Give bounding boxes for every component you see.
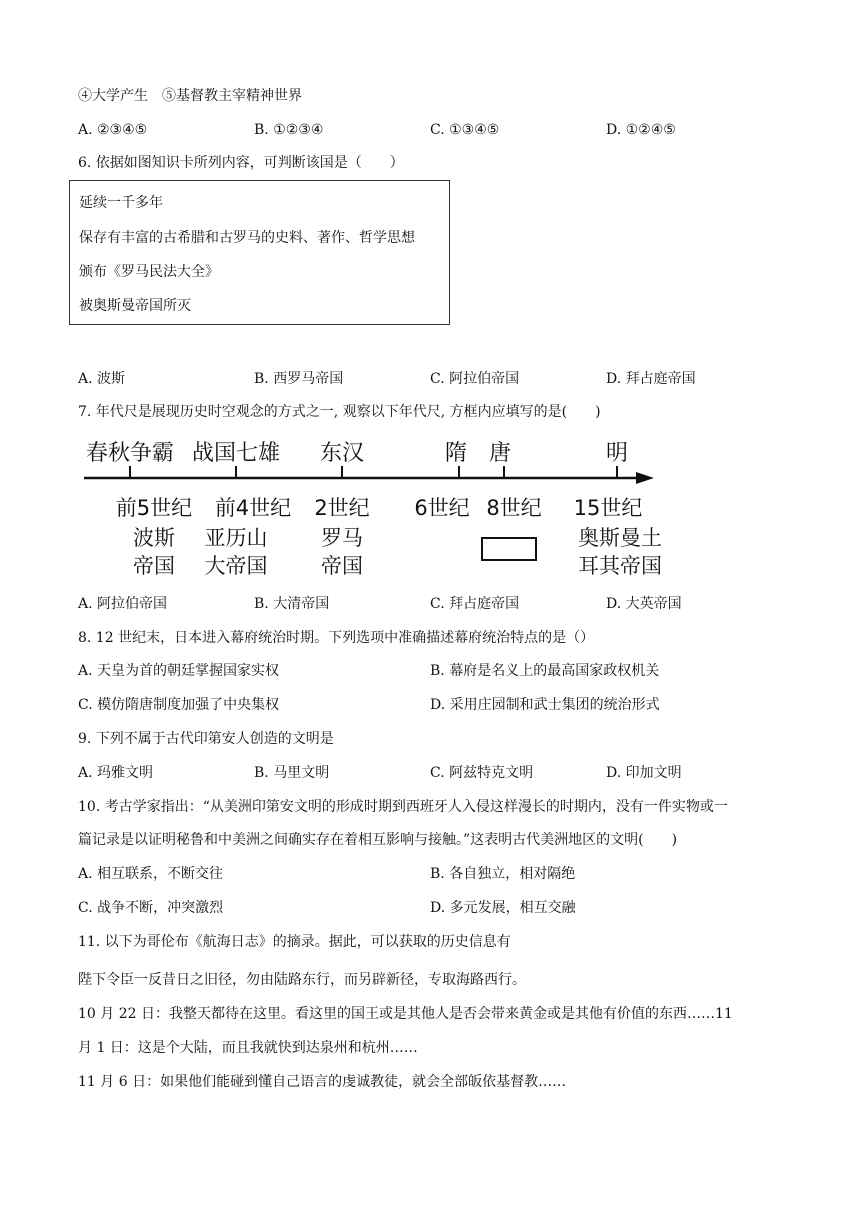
date-label: 8世纪: [486, 496, 542, 520]
empire-label: 波斯: [133, 526, 175, 550]
date-label: 6世纪: [414, 496, 470, 520]
q8-option-c[interactable]: C. 模仿隋唐制度加强了中央集权: [78, 697, 280, 713]
q6-stem: 6. 依据如图知识卡所列内容，可判断该国是（ ）: [78, 155, 404, 171]
period-label: 春秋争霸: [85, 441, 175, 466]
item-4: ④大学产生: [78, 88, 148, 104]
q11-stem: 11. 以下为哥伦布《航海日志》的摘录。据此，可以获取的历史信息有: [78, 934, 511, 950]
q8-option-d[interactable]: D. 采用庄园制和武士集团的统治形式: [430, 697, 660, 713]
date-label: 2世纪: [314, 496, 370, 520]
period-label: 东汉: [319, 441, 365, 466]
card-line: 保存有丰富的古希腊和古罗马的史料、著作、哲学思想: [79, 230, 415, 246]
q6-option-a[interactable]: A. 波斯: [78, 371, 126, 387]
empire-label: 耳其帝国: [578, 554, 662, 578]
empire-label: 大帝国: [204, 554, 268, 578]
q9-option-d[interactable]: D. 印加文明: [606, 765, 682, 781]
date-label: 15世纪: [573, 496, 643, 520]
q10-option-d[interactable]: D. 多元发展，相互交融: [430, 900, 576, 916]
log-line: 11 月 6 日：如果他们能碰到懂自己语言的虔诚教徒，就会全部皈依基督教……: [78, 1074, 567, 1090]
q8-option-b[interactable]: B. 幕府是名义上的最高国家政权机关: [430, 663, 660, 679]
q8-option-a[interactable]: A. 天皇为首的朝廷掌握国家实权: [78, 663, 280, 679]
empire-label: 帝国: [133, 554, 175, 578]
q10-option-b[interactable]: B. 各自独立，相对隔绝: [430, 866, 576, 882]
period-label: 唐: [488, 441, 512, 466]
period-label: 明: [605, 441, 629, 466]
blank-box: [482, 538, 536, 560]
log-line: 10 月 22 日：我整天都待在这里。看这里的国王或是其他人是否会带来黄金或是其他有价值的东西……11: [78, 1006, 733, 1022]
knowledge-card: [69, 180, 450, 325]
item-5: ⑤基督教主宰精神世界: [162, 88, 302, 104]
timeline-figure: [70, 428, 670, 584]
card-line: 颁布《罗马民法大全》: [79, 264, 219, 280]
q10-option-a[interactable]: A. 相互联系，不断交往: [78, 866, 224, 882]
q10-stem-line1: 10. 考古学家指出：“从美洲印第安文明的形成时期到西班牙人入侵这样漫长的时期内，没有一件实物或一: [78, 799, 728, 815]
empire-label: 罗马: [321, 526, 363, 550]
q7-option-c[interactable]: C. 拜占庭帝国: [430, 596, 520, 612]
period-label: 隋: [444, 441, 468, 466]
empire-label: 亚历山: [204, 526, 268, 550]
q6-option-b[interactable]: B. 西罗马帝国: [254, 371, 344, 387]
q6-option-c[interactable]: C. 阿拉伯帝国: [430, 371, 520, 387]
q8-stem: 8. 12 世纪末，日本进入幕府统治时期。下列选项中准确描述幕府统治特点的是（）: [78, 630, 595, 646]
period-label: 战国七雄: [191, 441, 281, 466]
q10-option-c[interactable]: C. 战争不断，冲突激烈: [78, 900, 224, 916]
q5-option-d[interactable]: D. ①②④⑤: [606, 122, 676, 138]
q5-option-a[interactable]: A. ②③④⑤: [78, 122, 148, 138]
date-label: 前4世纪: [214, 496, 292, 520]
empire-label: 奥斯曼土: [578, 526, 662, 550]
q5-option-b[interactable]: B. ①②③④: [254, 122, 324, 138]
q9-stem: 9. 下列不属于古代印第安人创造的文明是: [78, 731, 334, 747]
q5-option-c[interactable]: C. ①③④⑤: [430, 122, 500, 138]
empire-label: 帝国: [321, 554, 363, 578]
q6-option-d[interactable]: D. 拜占庭帝国: [606, 371, 696, 387]
q7-stem: 7. 年代尺是展现历史时空观念的方式之一, 观察以下年代尺, 方框内应填写的是( ): [78, 404, 601, 420]
q7-option-b[interactable]: B. 大清帝国: [254, 596, 330, 612]
q9-option-c[interactable]: C. 阿兹特克文明: [430, 765, 534, 781]
q7-option-d[interactable]: D. 大英帝国: [606, 596, 682, 612]
card-line: 延续一千多年: [79, 195, 163, 211]
timeline-arrow: [636, 472, 654, 484]
q9-option-a[interactable]: A. 玛雅文明: [78, 765, 154, 781]
q10-stem-line2: 篇记录是以证明秘鲁和中美洲之间确实存在着相互影响与接触。”这表明古代美洲地区的文明( ): [78, 832, 678, 848]
q7-option-a[interactable]: A. 阿拉伯帝国: [78, 596, 168, 612]
date-label: 前5世纪: [115, 496, 193, 520]
card-line: 被奥斯曼帝国所灭: [79, 298, 191, 314]
log-line: 月 1 日：这是个大陆，而且我就快到达泉州和杭州……: [78, 1040, 418, 1056]
q9-option-b[interactable]: B. 马里文明: [254, 765, 330, 781]
log-line: 陛下令臣一反昔日之旧径，勿由陆路东行，而另辟新径，专取海路西行。: [78, 972, 526, 988]
text-line: [78, 86, 302, 106]
